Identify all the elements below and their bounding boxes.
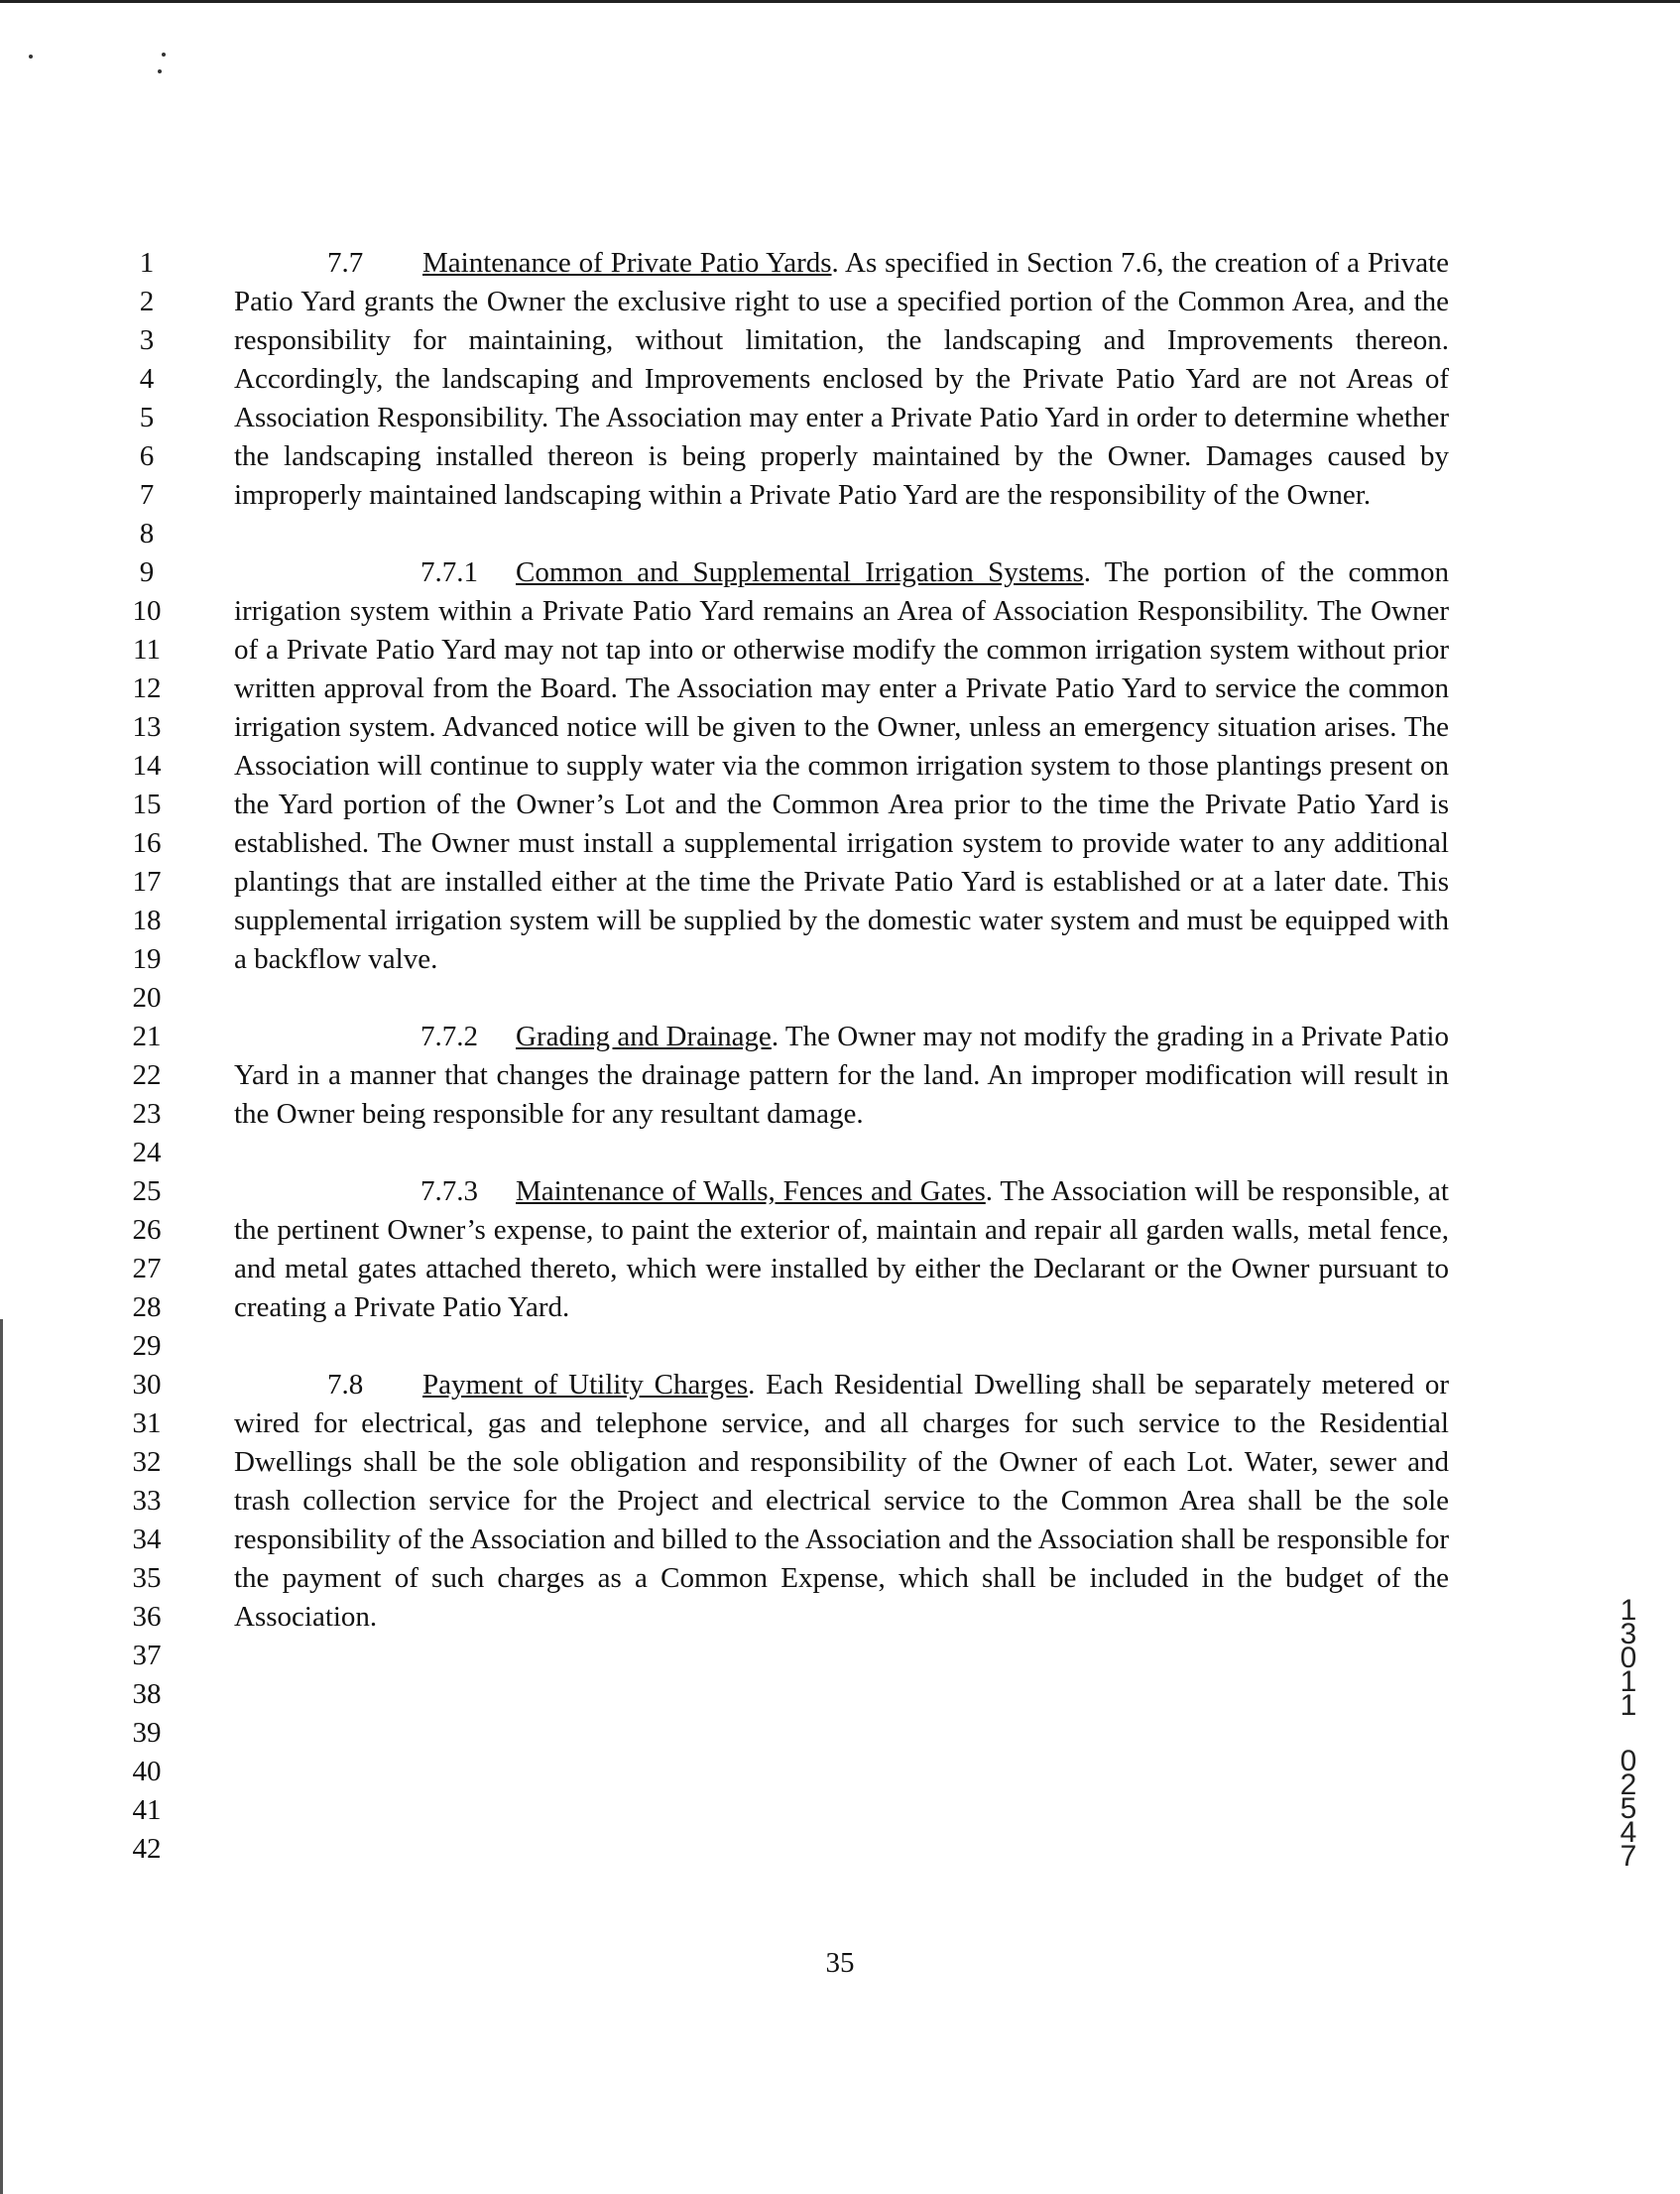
line-number: 30 xyxy=(132,1369,162,1401)
line-number: 18 xyxy=(132,905,162,936)
section-heading: Common and Supplemental Irrigation Systems xyxy=(516,556,1084,588)
line-number: 12 xyxy=(132,672,162,704)
line-number: 6 xyxy=(139,440,155,472)
section-7-8 xyxy=(234,1366,1449,1637)
section-text: . Each Residential Dwelling shall be separately metered or wired for electrical, gas and telephone service, and all charges for such service to the Residential Dwellings shall be the sole obligation and responsibility of the Owner of each Lot. Water, sewer and trash collection service for the Project and electrical service to the Common Area shall be the sole responsibility of the Association and billed to the Association and the Association shall be responsible for the payment of such charges as a Common Expense, which shall be included in the budget of the Association. xyxy=(234,1369,1449,1633)
stamp-char: 3 xyxy=(1620,1618,1637,1650)
line-number: 11 xyxy=(133,634,161,666)
line-number: 7 xyxy=(139,479,155,511)
line-number: 3 xyxy=(139,324,155,356)
section-text: . The portion of the common irrigation system within a Private Patio Yard remains an Area of Association Responsibility. The Owner of a Private Patio Yard may not tap into or otherwise modify the common irrigation system without prior written approval from the Board. The Association may enter a Private Patio Yard to service the common irrigation system. Advanced notice will be given to the Owner, unless an emergency situation arises. The Association will continue to supply water via the common irrigation system to those plantings present on the Yard portion of the Owner’s Lot and the Common Area prior to the time the Private Patio Yard is established. The Owner must install a supplemental irrigation system to provide water to any additional plantings that are installed either at the time the Private Patio Yard is established or at a later date. This supplemental irrigation system will be supplied by the domestic water system and must be equipped with a backflow valve. xyxy=(234,556,1449,975)
line-number: 33 xyxy=(132,1485,162,1517)
stamp-char: 1 xyxy=(1620,1594,1637,1627)
line-number: 27 xyxy=(132,1253,162,1284)
line-number: 2 xyxy=(139,286,155,317)
scan-speck xyxy=(29,55,33,59)
scan-speck xyxy=(162,53,166,57)
line-number: 34 xyxy=(132,1524,162,1555)
line-number: 39 xyxy=(132,1717,162,1749)
line-number: 20 xyxy=(132,982,162,1014)
line-number: 13 xyxy=(132,711,162,743)
section-number: 7.8 xyxy=(327,1369,364,1401)
line-number: 38 xyxy=(132,1678,162,1710)
scan-speck xyxy=(158,69,162,73)
line-number: 22 xyxy=(132,1059,162,1091)
section-heading: Grading and Drainage xyxy=(516,1021,772,1052)
line-number: 15 xyxy=(132,789,162,820)
line-number: 29 xyxy=(132,1330,162,1362)
section-7-7-3 xyxy=(234,1172,1449,1327)
page-number: 35 xyxy=(825,1947,855,1979)
section-number: 7.7 xyxy=(327,247,364,279)
line-number: 4 xyxy=(139,363,155,395)
line-number: 5 xyxy=(139,402,155,433)
line-number: 42 xyxy=(132,1833,162,1865)
stamp-char: 0 xyxy=(1620,1745,1637,1777)
section-text: . The Association will be responsible, at the pertinent Owner’s expense, to paint the exterior of, maintain and repair all garden walls, metal fence, and metal gates attached thereto, which were installed by either the Declarant or the Owner pursuant to creating a Private Patio Yard. xyxy=(234,1175,1449,1323)
line-number: 32 xyxy=(132,1446,162,1478)
line-number: 26 xyxy=(132,1214,162,1246)
line-number: 8 xyxy=(139,518,155,549)
line-number: 31 xyxy=(132,1407,162,1439)
section-text: . As specified in Section 7.6, the creation of a Private Patio Yard grants the Owner the exclusive right to use a specified portion of the Common Area, and the responsibility for maintaining, without limitation, the landscaping and Improvements thereon. Accordingly, the landscaping and Improvements enclosed by the Private Patio Yard are not Areas of Association Responsibility. The Association may enter a Private Patio Yard in order to determine whether the landscaping installed thereon is being properly maintained by the Owner. Damages caused by improperly maintained landscaping within a Private Patio Yard are the responsibility of the Owner. xyxy=(234,247,1449,511)
line-number: 23 xyxy=(132,1098,162,1130)
left-border xyxy=(0,1319,3,2194)
section-7-7 xyxy=(234,244,1449,515)
stamp-char: 2 xyxy=(1620,1768,1637,1801)
section-number: 7.7.1 xyxy=(420,556,478,588)
document-body xyxy=(234,244,1449,1637)
line-number: 14 xyxy=(132,750,162,782)
stamp-char: 5 xyxy=(1620,1792,1637,1825)
section-number: 7.7.3 xyxy=(420,1175,478,1207)
line-number: 41 xyxy=(132,1794,162,1826)
stamp-char: 0 xyxy=(1620,1642,1637,1674)
line-numbers xyxy=(127,244,167,1869)
section-7-7-2 xyxy=(234,1018,1449,1134)
line-number: 40 xyxy=(132,1756,162,1787)
section-7-7-1 xyxy=(234,553,1449,979)
line-number: 16 xyxy=(132,827,162,859)
line-number: 25 xyxy=(132,1175,162,1207)
line-number: 28 xyxy=(132,1291,162,1323)
stamp-char: 1 xyxy=(1620,1689,1637,1722)
section-heading: Maintenance of Private Patio Yards xyxy=(422,247,832,279)
line-number: 37 xyxy=(132,1640,162,1671)
line-number: 10 xyxy=(132,595,162,627)
stamp-char: 1 xyxy=(1620,1665,1637,1698)
document-stamp xyxy=(1609,1594,1648,1873)
line-number: 24 xyxy=(132,1137,162,1168)
stamp-char: 7 xyxy=(1620,1840,1637,1873)
stamp-char: 4 xyxy=(1620,1816,1637,1849)
line-number: 17 xyxy=(132,866,162,898)
line-number: 35 xyxy=(132,1562,162,1594)
section-number: 7.7.2 xyxy=(420,1021,478,1052)
line-number: 21 xyxy=(132,1021,162,1052)
top-border xyxy=(0,0,1680,3)
line-number: 36 xyxy=(132,1601,162,1633)
section-text: . The Owner may not modify the grading in a Private Patio Yard in a manner that changes the drainage pattern for the land. An improper modification will result in the Owner being responsible for any resultant damage. xyxy=(234,1021,1449,1130)
section-heading: Maintenance of Walls, Fences and Gates xyxy=(516,1175,986,1207)
line-number: 9 xyxy=(139,556,155,588)
line-number: 19 xyxy=(132,943,162,975)
section-heading: Payment of Utility Charges xyxy=(422,1369,749,1401)
line-number: 1 xyxy=(139,247,155,279)
